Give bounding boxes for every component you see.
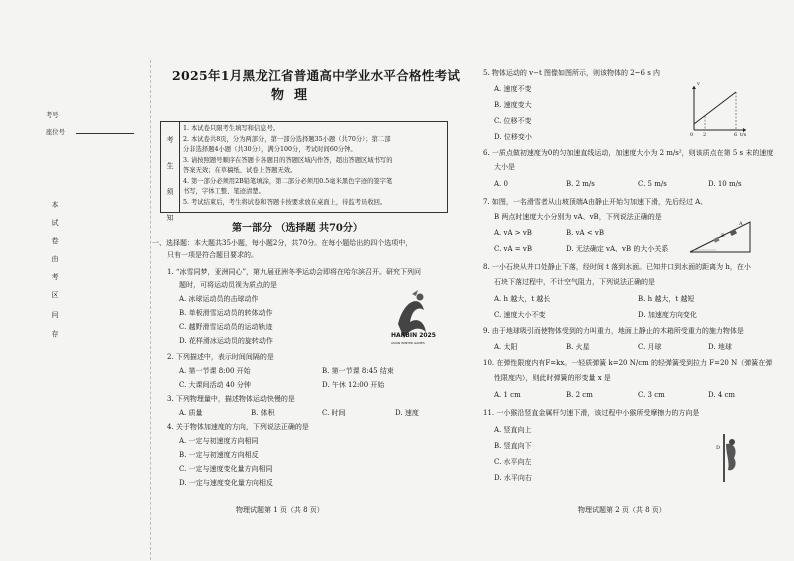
notice-line: 5. 考试结束后，考生将试卷和答题卡按要求放在桌面上，待监考员收回。 (183, 199, 387, 206)
graph-ylabel: v (697, 81, 700, 87)
option: B. 第一节课 8:45 结束 (322, 367, 394, 375)
seat-number-label: 座位号 (46, 129, 65, 136)
question-11-stem: 11. 一小猴沿竖直金属杆匀速下滑，该过程中小猴所受摩擦力的方向是 (483, 409, 700, 417)
notice-label-char: 生 (166, 162, 174, 170)
notice-label-char: 须 (166, 188, 174, 196)
binding-line-char: 由 (51, 255, 59, 263)
exam-title: 2025年1月黑龙江省普通高中学业水平合格性考试 (172, 68, 461, 83)
binding-line-char: 试 (51, 219, 59, 227)
option: D. 一定与速度变化量方向相反 (179, 479, 273, 487)
question-8-stem: 8. 一小石块从井口处静止下落，经时间 t 落到水面。已知井口到水面的距离为 h，在小 (483, 263, 751, 271)
footer-left: 物理试题第 1 页（共 8 页） (236, 506, 324, 514)
binding-line-char: 考 (51, 273, 59, 281)
notice-line: 2. 本试卷共8页，分为两部分，第一部分选择题35小题（共70分）；第二部 (183, 136, 391, 143)
option: A. 第一节课 8:00 开始 (179, 367, 251, 375)
option: D. 地球 (708, 343, 732, 351)
monkey-label: D (716, 445, 721, 451)
option: D. 无法确定 vA、vB 的大小关系 (566, 245, 669, 253)
question-4-stem: 4. 关于物体加速度的方向，下列说法正确的是 (167, 423, 309, 431)
option: A. 0 (494, 180, 508, 188)
slope-point-a: A (739, 221, 743, 227)
notice-line: 4. 第一部分必须用2B铅笔填涂，第二部分必须用0.5毫米黑色字迹的签字笔 (183, 178, 393, 185)
part1-instruction: 只有一项是符合题目要求的。 (167, 251, 258, 259)
binding-divider (150, 60, 151, 560)
logo-subtext: ASIAN WINTER GAMES (391, 341, 425, 345)
option: A. 太阳 (494, 343, 518, 351)
part1-instruction: 一、选择题：本大题共35小题，每小题2分，共70分。在每小题给出的四个选项中， (152, 239, 413, 247)
option: A. 一定与初速度方向相同 (179, 437, 259, 445)
question-1-stem: 1. “冰雪同梦，亚洲同心”，第九届亚洲冬季运动会即将在哈尔滨召开。研究下列问 (167, 268, 422, 276)
option: A. 1 cm (494, 391, 521, 399)
option: D. 10 m/s (708, 180, 742, 188)
option: C. 5 m/s (638, 180, 667, 188)
option: A. 竖直向上 (494, 426, 532, 434)
question-9-stem: 9. 由于地球吸引而使物体受到的力叫重力，地面上静止的木箱所受重力的施力物体是 (483, 327, 744, 335)
option: C. 一定与速度变化量方向相同 (179, 465, 273, 473)
notice-line: 1. 本试卷只限考生填写和信息号。 (183, 125, 280, 132)
notice-line: 3. 请按照题号顺序在答题卡各题目的答题区域内作答，超出答题区域书写的 (183, 157, 393, 164)
option: C. 大课间活动 40 分钟 (179, 381, 251, 389)
notice-box (160, 121, 448, 222)
binding-line-char: 卷 (51, 237, 59, 245)
notice-line: 书写，字体工整、笔迹清楚。 (183, 188, 265, 195)
option: D. 4 cm (708, 391, 736, 399)
option: B. 体积 (251, 409, 275, 417)
question-10-stem: 10. 在弹性限度内有F=kx。一轻质弹簧 k=20 N/cm 的轻弹簧受到拉力 F=20 N（弹簧在弹 (483, 359, 773, 367)
notice-label (161, 122, 180, 222)
option: B. 速度变大 (494, 101, 532, 109)
notice-label-char: 知 (166, 214, 174, 222)
option: D. 午休 12:00 开始 (322, 381, 385, 389)
notice-label-char: 考 (166, 136, 174, 144)
option: B. 竖直向下 (494, 442, 532, 450)
question-2-stem: 2. 下列描述中，表示时间间隔的是 (167, 353, 274, 361)
question-5-stem: 5. 物体运动的 v−t 图像如图所示，则该物体的 2~6 s 内 (483, 69, 661, 77)
option: D. 水平向右 (494, 474, 532, 482)
option: A. vA > vB (494, 229, 532, 237)
option: D. 位移变小 (494, 133, 532, 141)
graph-xlabel: t/s (740, 132, 747, 138)
ski-slope-diagram (686, 218, 754, 256)
binding-line-char: 本 (51, 201, 59, 209)
option: C. 水平向左 (494, 458, 532, 466)
question-6-stem: 大小是 (494, 163, 515, 171)
option: D. 花样滑冰运动员的旋转动作 (179, 337, 273, 345)
option: B. 火星 (566, 343, 590, 351)
option: B. 2 m/s (566, 180, 595, 188)
option: D. 速度 (395, 409, 419, 417)
notice-line: 答案无效；在草稿纸、试卷上答题无效。 (183, 167, 297, 174)
question-3-stem: 3. 下列物理量中，描述物体运动快慢的是 (167, 395, 295, 403)
monkey-pole-diagram (712, 432, 748, 484)
question-8-stem: 石块下落过程中，不计空气阻力，下列说法正确的是 (494, 278, 655, 286)
graph-tick: 2 (703, 132, 707, 138)
option: C. 速度大小不变 (494, 311, 546, 319)
option: C. vA = vB (494, 245, 532, 253)
option: C. 时间 (322, 409, 346, 417)
vt-graph (686, 82, 750, 138)
option: B. 2 cm (566, 391, 593, 399)
option: B. h 越大，t 越短 (638, 295, 695, 303)
footer-right: 物理试题第 2 页（共 8 页） (578, 506, 666, 514)
harbin-2025-logo (390, 288, 438, 356)
option: B. 一定与初速度方向相反 (179, 451, 259, 459)
option: A. 质量 (179, 409, 203, 417)
option: A. h 越大，t 越长 (494, 295, 551, 303)
option: C. 越野滑雪运动员的运动轨迹 (179, 323, 273, 331)
option: A. 速度不变 (494, 85, 532, 93)
exam-id-label: 考号 (46, 112, 59, 119)
binding-line-char: 区 (51, 291, 59, 299)
option: B. 单板滑雪运动员的转体动作 (179, 309, 273, 317)
subject-title: 物理 (271, 88, 318, 103)
graph-tick: 0 (690, 132, 694, 138)
option: B. vA < vB (566, 229, 605, 237)
question-1-stem: 题时，可将运动员视为质点的是 (179, 281, 277, 289)
logo-text: HARBIN 2025 (391, 332, 436, 339)
question-7-stem: B 两点时速度大小分别为 vA、vB，下列说法正确的是 (494, 213, 662, 221)
option: C. 位移不变 (494, 117, 532, 125)
question-6-stem: 6. 一质点做初速度为0的匀加速直线运动，加速度大小为 2 m/s²，则该质点在第 5 s 末的速度 (483, 149, 774, 157)
option: A. 冰球运动员的击球动作 (179, 295, 259, 303)
question-10-stem: 性限度内），则此时弹簧的形变量 x 是 (494, 374, 611, 382)
option: D. 加速度方向变化 (638, 311, 697, 319)
binding-line-char: 问 (51, 311, 59, 319)
option: C. 月球 (638, 343, 662, 351)
graph-tick: 6 (734, 132, 738, 138)
part1-heading: 第一部分 （选择题 共70分） (232, 223, 363, 234)
question-7-stem: 7. 如图，一名滑雪者从山坡顶端A由静止开始匀加速下滑，先后经过 A、 (483, 198, 708, 206)
seat-number-line (76, 133, 134, 134)
binding-line-char: 存 (51, 330, 59, 338)
notice-line: 分非选择题4小题（共30分），满分100分，考试时间60分钟。 (183, 146, 357, 153)
slope-point-b: B (721, 233, 725, 239)
option: C. 3 cm (638, 391, 665, 399)
